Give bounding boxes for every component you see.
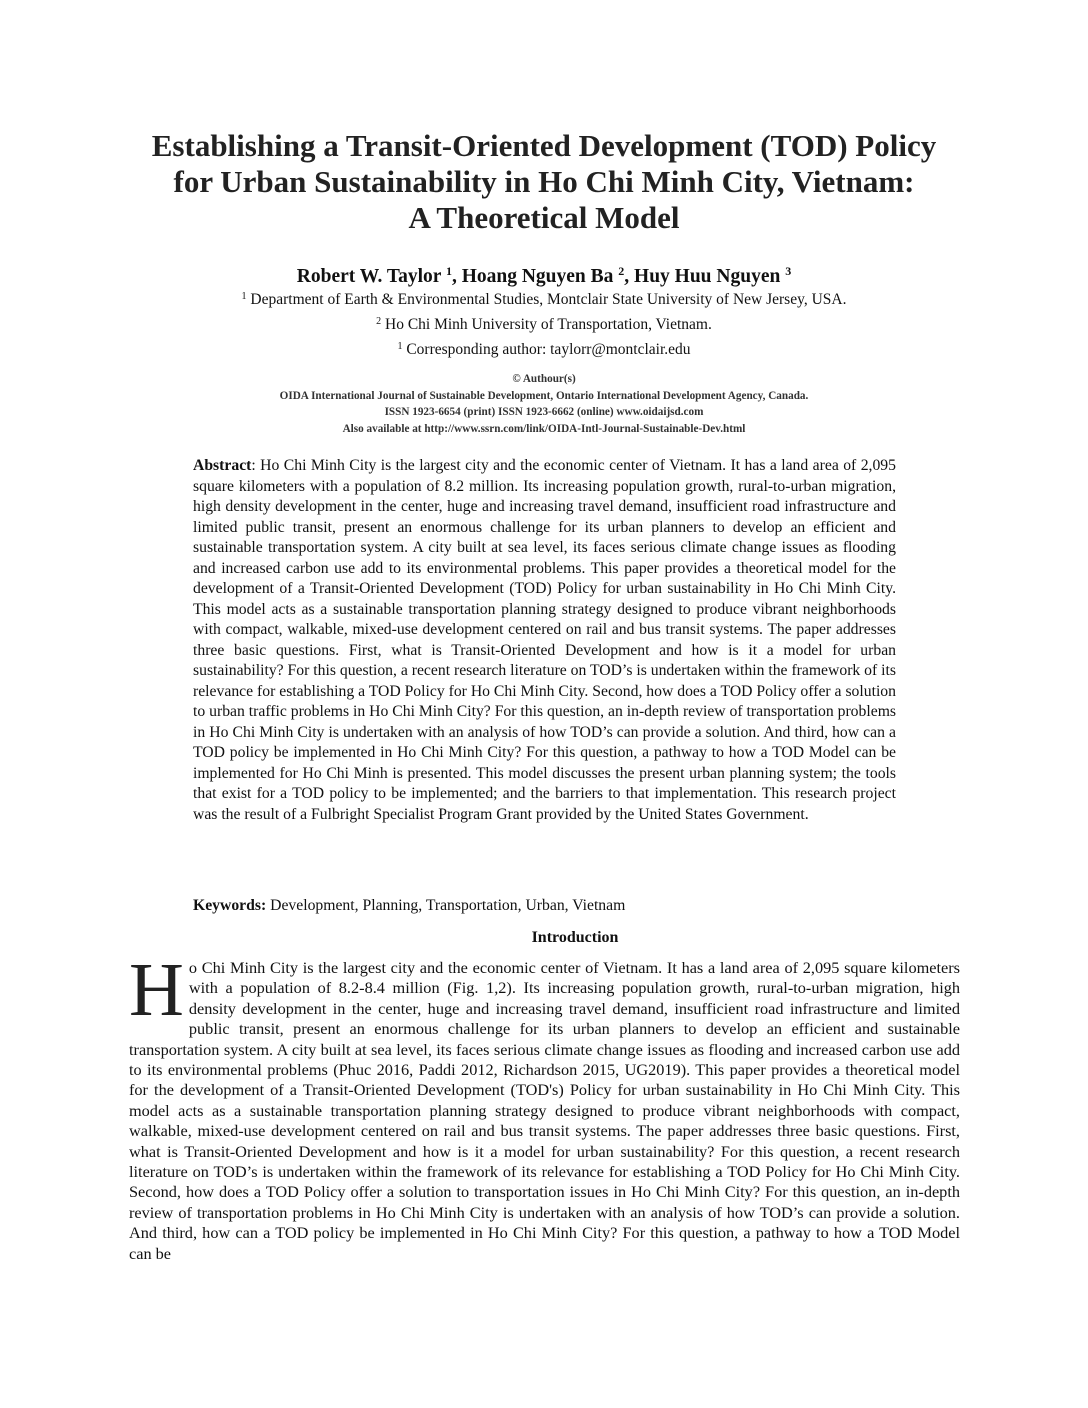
- title-line-1: Establishing a Transit-Oriented Development (TOD) Policy: [151, 128, 937, 163]
- author-mark: 1: [445, 264, 452, 278]
- keywords-text: Development, Planning, Transportation, Urban, Vietnam: [266, 897, 626, 914]
- affiliation-line: [100, 336, 988, 361]
- author-separator: ,: [624, 266, 635, 287]
- journal-name: OIDA International Journal of Sustainable Development, Ontario International Development Agency, Canada.: [279, 389, 809, 402]
- author-name: Hoang Nguyen Ba: [461, 266, 614, 287]
- author-mark: 3: [785, 264, 792, 278]
- corresponding-author: Corresponding author: taylorr@montclair.edu: [406, 341, 691, 358]
- abstract-text: : Ho Chi Minh City is the largest city and the economic center of Vietnam. It has a land area of 2,095 square kilometers with a population of 8.2 million. Its increasing population growth, rural-to-urban migration, high density development in the center, huge and increasing travel demand, insufficient road infrastructure and limited public transit, present an enormous challenge for its urban planners to develop an efficient and sustainable transportation system. A city built at sea level, its faces serious climate change issues as flooding and increased carbon use add to its environmental problems. This paper provides a theoretical model for the development of a Transit-Oriented Development (TOD) Policy for urban sustainability in Ho Chi Minh City. This model acts as a sustainable transportation planning strategy designed to produce vibrant neighborhoods with compact, walkable, mixed-use development centered on rail and bus transit systems. The paper addresses three basic questions. First, what is Transit-Oriented Development and how is it a model for urban sustainability? For this question, a recent research literature on TOD’s is undertaken within the framework of its relevance for establishing a TOD Policy for Ho Chi Minh City. Second, how does a TOD Policy offer a solution to urban traffic problems in Ho Chi Minh City? For this question, an in-depth review of transportation problems in Ho Chi Minh City is undertaken with an analysis of how TOD’s can provide a solution. And third, how can a TOD policy be implemented in Ho Chi Minh City? For this question, a pathway to how a TOD Model can be implemented for Ho Chi Minh is presented. This model discusses the present urban planning system; the tools that exist for a TOD policy to be implemented; and the barriers to that implementation. This research project was the result of a Fulbright Specialist Program Grant provided by the United States Government.: [193, 457, 896, 823]
- author-name: Robert W. Taylor: [296, 266, 442, 287]
- affiliation-mark: 1: [397, 341, 403, 352]
- copyright-block: [100, 371, 988, 437]
- paper-title: [100, 128, 988, 236]
- availability-line: Also available at http://www.ssrn.com/link/OIDA-Intl-Journal-Sustainable-Dev.html: [342, 422, 746, 435]
- issn-line: ISSN 1923-6654 (print) ISSN 1923-6662 (online) www.oidaijsd.com: [384, 406, 704, 418]
- author-list: [100, 259, 988, 289]
- introduction-text: o Chi Minh City is the largest city and the economic center of Vietnam. It has a land area of 2,095 square kilometers with a population of 8.2-8.4 million (Fig. 1,2). Its increasing population growth, rural-to-urban migration, high density development in the center, huge and increasing travel demand, insufficient road infrastructure and limited public transit, present an enormous challenge for its urban planners to develop an efficient and sustainable transportation system. A city built at sea level, its faces serious climate change issues as flooding and increased carbon use add to its environmental problems (Phuc 2016, Paddi 2012, Richardson 2015, UG2019). This paper provides a theoretical model for the development of a Transit-Oriented Development (TOD's) Policy for urban sustainability in Ho Chi Minh City. This model acts as a sustainable transportation planning strategy designed to produce vibrant neighborhoods with compact, walkable, mixed-use development centered on rail and bus transit systems. The paper addresses three basic questions. First, what is Transit-Oriented Development and how is it a model for urban sustainability? For this question, a recent research literature on TOD’s is undertaken within the framework of its relevance for establishing a TOD Policy for Ho Chi Minh City. Second, how does a TOD Policy offer a solution to transportation issues in Ho Chi Minh City? For this question, an in-depth review of transportation problems in Ho Chi Minh City is undertaken with an analysis of how TOD’s can provide a solution. And third, how can a TOD policy be implemented in Ho Chi Minh City? For this question, a pathway to how a TOD Model can be: [129, 958, 960, 1263]
- drop-cap: H: [129, 948, 184, 1032]
- keywords-label: Keywords:: [193, 897, 267, 914]
- affiliation-line: [100, 311, 988, 336]
- affiliations: [100, 286, 988, 361]
- affiliation-text: Department of Earth & Environmental Studies, Montclair State University of New Jersey, USA.: [250, 291, 847, 308]
- author-separator: ,: [451, 266, 462, 287]
- affiliation-mark: 1: [241, 291, 247, 302]
- abstract: [193, 456, 896, 825]
- title-line-2: for Urban Sustainability in Ho Chi Minh City, Vietnam:: [173, 164, 915, 199]
- abstract-label: Abstract: [193, 457, 252, 474]
- affiliation-text: Ho Chi Minh University of Transportation, Vietnam.: [385, 316, 712, 333]
- title-line-3: A Theoretical Model: [408, 200, 680, 235]
- section-heading-introduction: Introduction: [531, 929, 619, 946]
- keywords: [193, 896, 896, 916]
- copyright-notice: © Authour(s): [512, 373, 576, 385]
- affiliation-line: [100, 286, 988, 311]
- author-name: Huy Huu Nguyen: [634, 266, 781, 287]
- introduction-body: [129, 948, 960, 1264]
- author-mark: 2: [618, 264, 625, 278]
- affiliation-mark: 2: [376, 316, 382, 327]
